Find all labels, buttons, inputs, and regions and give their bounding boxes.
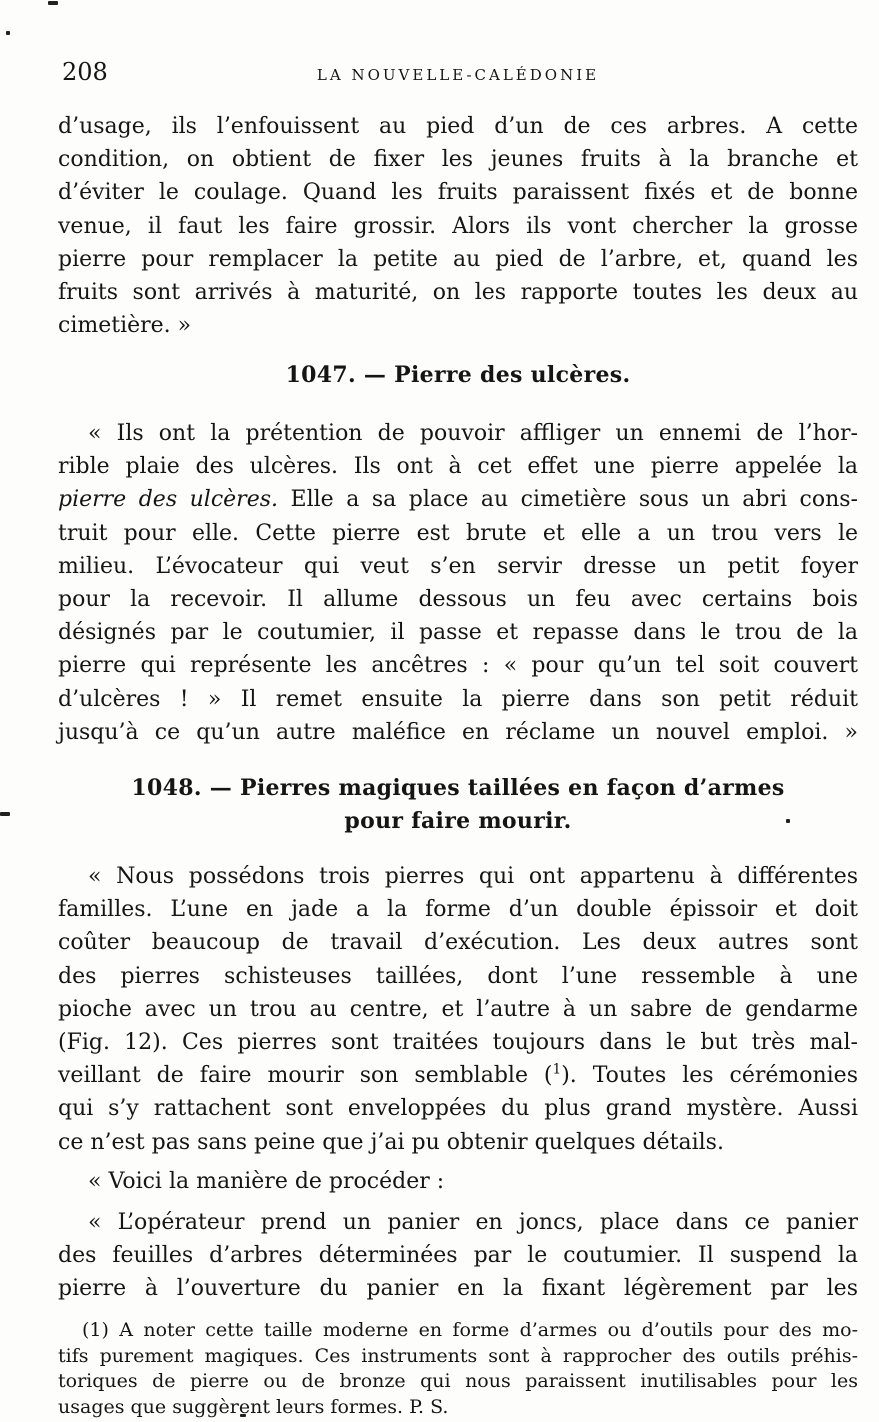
footnote-line: (1) A noter cette taille moderne en forme d’armes ou d’outils pour des mo-	[82, 1319, 858, 1341]
text-line: désignés par le coutumier, il passe et repasse dans le trou de la	[58, 620, 858, 646]
paragraph-1	[58, 110, 858, 342]
text-line: pierre pour remplacer la petite au pied de l’arbre, et, quand les	[58, 246, 858, 272]
text-line: milieu. L’évocateur qui veut s’en servir dresse un petit foyer	[58, 553, 858, 579]
footnote-line: toriques de pierre ou de bronze qui nous paraissent inutilisables pour les	[58, 1370, 858, 1392]
footnote	[58, 1318, 858, 1420]
paragraph-2	[58, 417, 858, 749]
heading-line: pour faire mourir.	[344, 808, 572, 834]
text-line: venue, il faut les faire grossir. Alors ils vont chercher la grosse	[58, 213, 858, 239]
text-line: ce n’est pas sans peine que j’ai pu obtenir quelques détails.	[58, 1129, 724, 1155]
text-line: qui s’y rattachent sont enveloppées du plus grand mystère. Aussi	[58, 1096, 858, 1122]
text-line: d’ulcères ! » Il remet ensuite la pierre dans son petit réduit	[58, 686, 858, 712]
text-line: « Ils ont la prétention de pouvoir affliger un ennemi de l’hor-	[88, 421, 858, 446]
text-line: « Nous possédons trois pierres qui ont appartenu à différentes	[88, 864, 858, 889]
text-line: pioche avec un trou au centre, et l’autre à un sabre de gendarme	[58, 996, 858, 1022]
text-line: coûter beaucoup de travail d’exécution. Les deux autres sont	[58, 930, 858, 956]
text-line: (Fig. 12). Ces pierres sont traitées toujours dans le but très mal-	[58, 1030, 858, 1056]
text-line	[58, 1059, 858, 1092]
paragraph-3	[58, 860, 858, 1159]
text-line: condition, on obtient de fixer les jeunes fruits à la branche et	[58, 147, 858, 173]
text-line: familles. L’une en jade a la forme d’un double épissoir et doit	[58, 897, 858, 923]
paragraph-5	[58, 1206, 858, 1306]
scan-artifact	[48, 1, 58, 5]
text-segment: ). Toutes les cérémonies	[561, 1063, 858, 1089]
text-line: « L’opérateur prend un panier en joncs, place dans ce panier	[88, 1210, 858, 1235]
footnote-reference: 1	[552, 1061, 562, 1078]
text-line: « Voici la manière de procéder :	[88, 1169, 445, 1194]
heading-line: 1048. — Pierres magiques taillées en façon d’armes	[131, 775, 785, 801]
scan-artifact	[6, 31, 10, 35]
text-segment: Elle a sa place au cimetière sous un abri cons-	[278, 487, 858, 513]
text-line: pierre qui représente les ancêtres : « pour qu’un tel soit couvert	[58, 653, 858, 679]
text-line: d’éviter le coulage. Quand les fruits paraissent fixés et de bonne	[58, 180, 858, 206]
text-line: fruits sont arrivés à maturité, on les rapporte toutes les deux au	[58, 280, 858, 306]
text-line: des feuilles d’arbres déterminées par le coutumier. Il suspend la	[58, 1243, 858, 1269]
text-line	[58, 483, 858, 516]
footnote-line: usages que suggèrent leurs formes. P. S.	[58, 1395, 449, 1418]
italic-phrase: pierre des ulcères.	[58, 487, 278, 513]
text-line: rible plaie des ulcères. Ils ont à cet effet une pierre appelée la	[58, 454, 858, 480]
scan-artifact	[0, 812, 10, 816]
running-title: LA NOUVELLE-CALÉDONIE	[316, 66, 600, 84]
text-line: truit pour elle. Cette pierre est brute et elle a un trou vers le	[58, 520, 858, 546]
text-line: cimetière. »	[58, 313, 192, 339]
text-segment: veillant de faire mourir son semblable (	[58, 1063, 553, 1089]
text-line: pierre à l’ouverture du panier en la fixant légèrement par les	[58, 1276, 858, 1302]
text-line: pour la recevoir. Il allume dessous un feu avec certains bois	[58, 587, 858, 613]
paragraph-4	[58, 1165, 858, 1198]
section-heading-1047: 1047. — Pierre des ulcères.	[285, 362, 631, 388]
section-heading-1048	[58, 772, 858, 838]
text-line: d’usage, ils l’enfouissent au pied d’un de ces arbres. A cette	[58, 114, 858, 139]
page-number: 208	[62, 58, 108, 86]
text-line: jusqu’à ce qu’un autre maléfice en réclame un nouvel emploi. »	[58, 719, 858, 745]
footnote-line: tifs purement magiques. Ces instruments sont à rapprocher des outils préhis-	[58, 1344, 858, 1367]
text-line: des pierres schisteuses taillées, dont l’une ressemble à une	[58, 963, 858, 989]
